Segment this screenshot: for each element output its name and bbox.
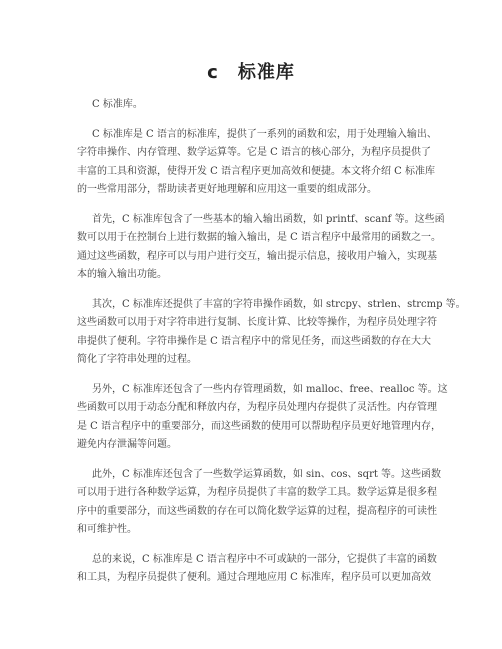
text-line: 可以用于进行各种数学运算，为程序员提供了丰富的数学工具。数学运算是很多程 (77, 487, 437, 498)
text-line: C 标准库是 C 语言的标准库，提供了一系列的函数和宏，用于处理输入输出、 (92, 128, 437, 140)
page-title: c 标准库 (207, 62, 295, 83)
text-line: 字符串操作、内存管理、数学运算等。它是 C 语言的核心部分，为程序员提供了 (77, 147, 432, 158)
text-line: 的一些常用部分，帮助读者更好地理解和应用这一重要的组成部分。 (77, 184, 377, 195)
document-body (77, 96, 466, 599)
paragraph (77, 551, 437, 588)
text-line: 和可维护性。 (77, 524, 137, 535)
text-line: 总的来说，C 标准库是 C 语言程序中不可或缺的一部分，它提供了丰富的函数 (92, 553, 437, 565)
paragraph (77, 126, 437, 200)
text-line: 首先，C 标准库包含了一些基本的输入输出函数，如 printf、scanf 等。这些函 (92, 213, 445, 225)
text-line: 简化了字符串处理的过程。 (77, 354, 197, 365)
text-line: 另外，C 标准库还包含了一些内存管理函数，如 malloc、free、realloc 等。这 (92, 383, 448, 395)
text-line: 本的输入输出功能。 (77, 269, 167, 280)
text-line: 通过这些函数，程序可以与用户进行交互，输出提示信息，接收用户输入，实现基 (77, 250, 437, 262)
paragraph (77, 96, 432, 115)
text-line: 这些函数可以用于对字符串进行复制、长度计算、比较等操作，为程序员处理字符 (77, 317, 437, 328)
text-line: 避免内存泄漏等问题。 (77, 439, 177, 450)
text-line: 丰富的工具和资源，使得开发 C 语言程序更加高效和便捷。本文将介绍 C 标准库 (77, 165, 436, 177)
text-line: 数可以用于在控制台上进行数据的输入输出，是 C 语言程序中最常用的函数之一。 (77, 232, 442, 243)
text-line: 序中的重要部分，而这些函数的存在可以简化数学运算的过程，提高程序的可读性 (77, 505, 437, 517)
text-line: 串提供了便利。字符串操作是 C 语言程序中的常见任务，而这些函数的存在大大 (77, 335, 432, 347)
paragraph (77, 381, 448, 455)
paragraph (77, 296, 466, 370)
text-line: 其次，C 标准库还提供了丰富的字符串操作函数，如 strcpy、strlen、strcmp 等。 (92, 298, 466, 310)
text-line: 和工具，为程序员提供了便利。通过合理地应用 C 标准库，程序员可以更加高效 (77, 572, 432, 583)
paragraph (77, 211, 445, 285)
text-line: 是 C 语言程序中的重要部分，而这些函数的使用可以帮助程序员更好地管理内存， (77, 420, 442, 432)
text-line: 些函数可以用于动态分配和释放内存，为程序员处理内存提供了灵活性。内存管理 (77, 402, 437, 413)
text-line: 此外，C 标准库还包含了一些数学运算函数，如 sin、cos、sqrt 等。这些函数 (92, 468, 442, 480)
paragraph (77, 466, 442, 540)
text-line: C 标准库。 (92, 99, 143, 110)
